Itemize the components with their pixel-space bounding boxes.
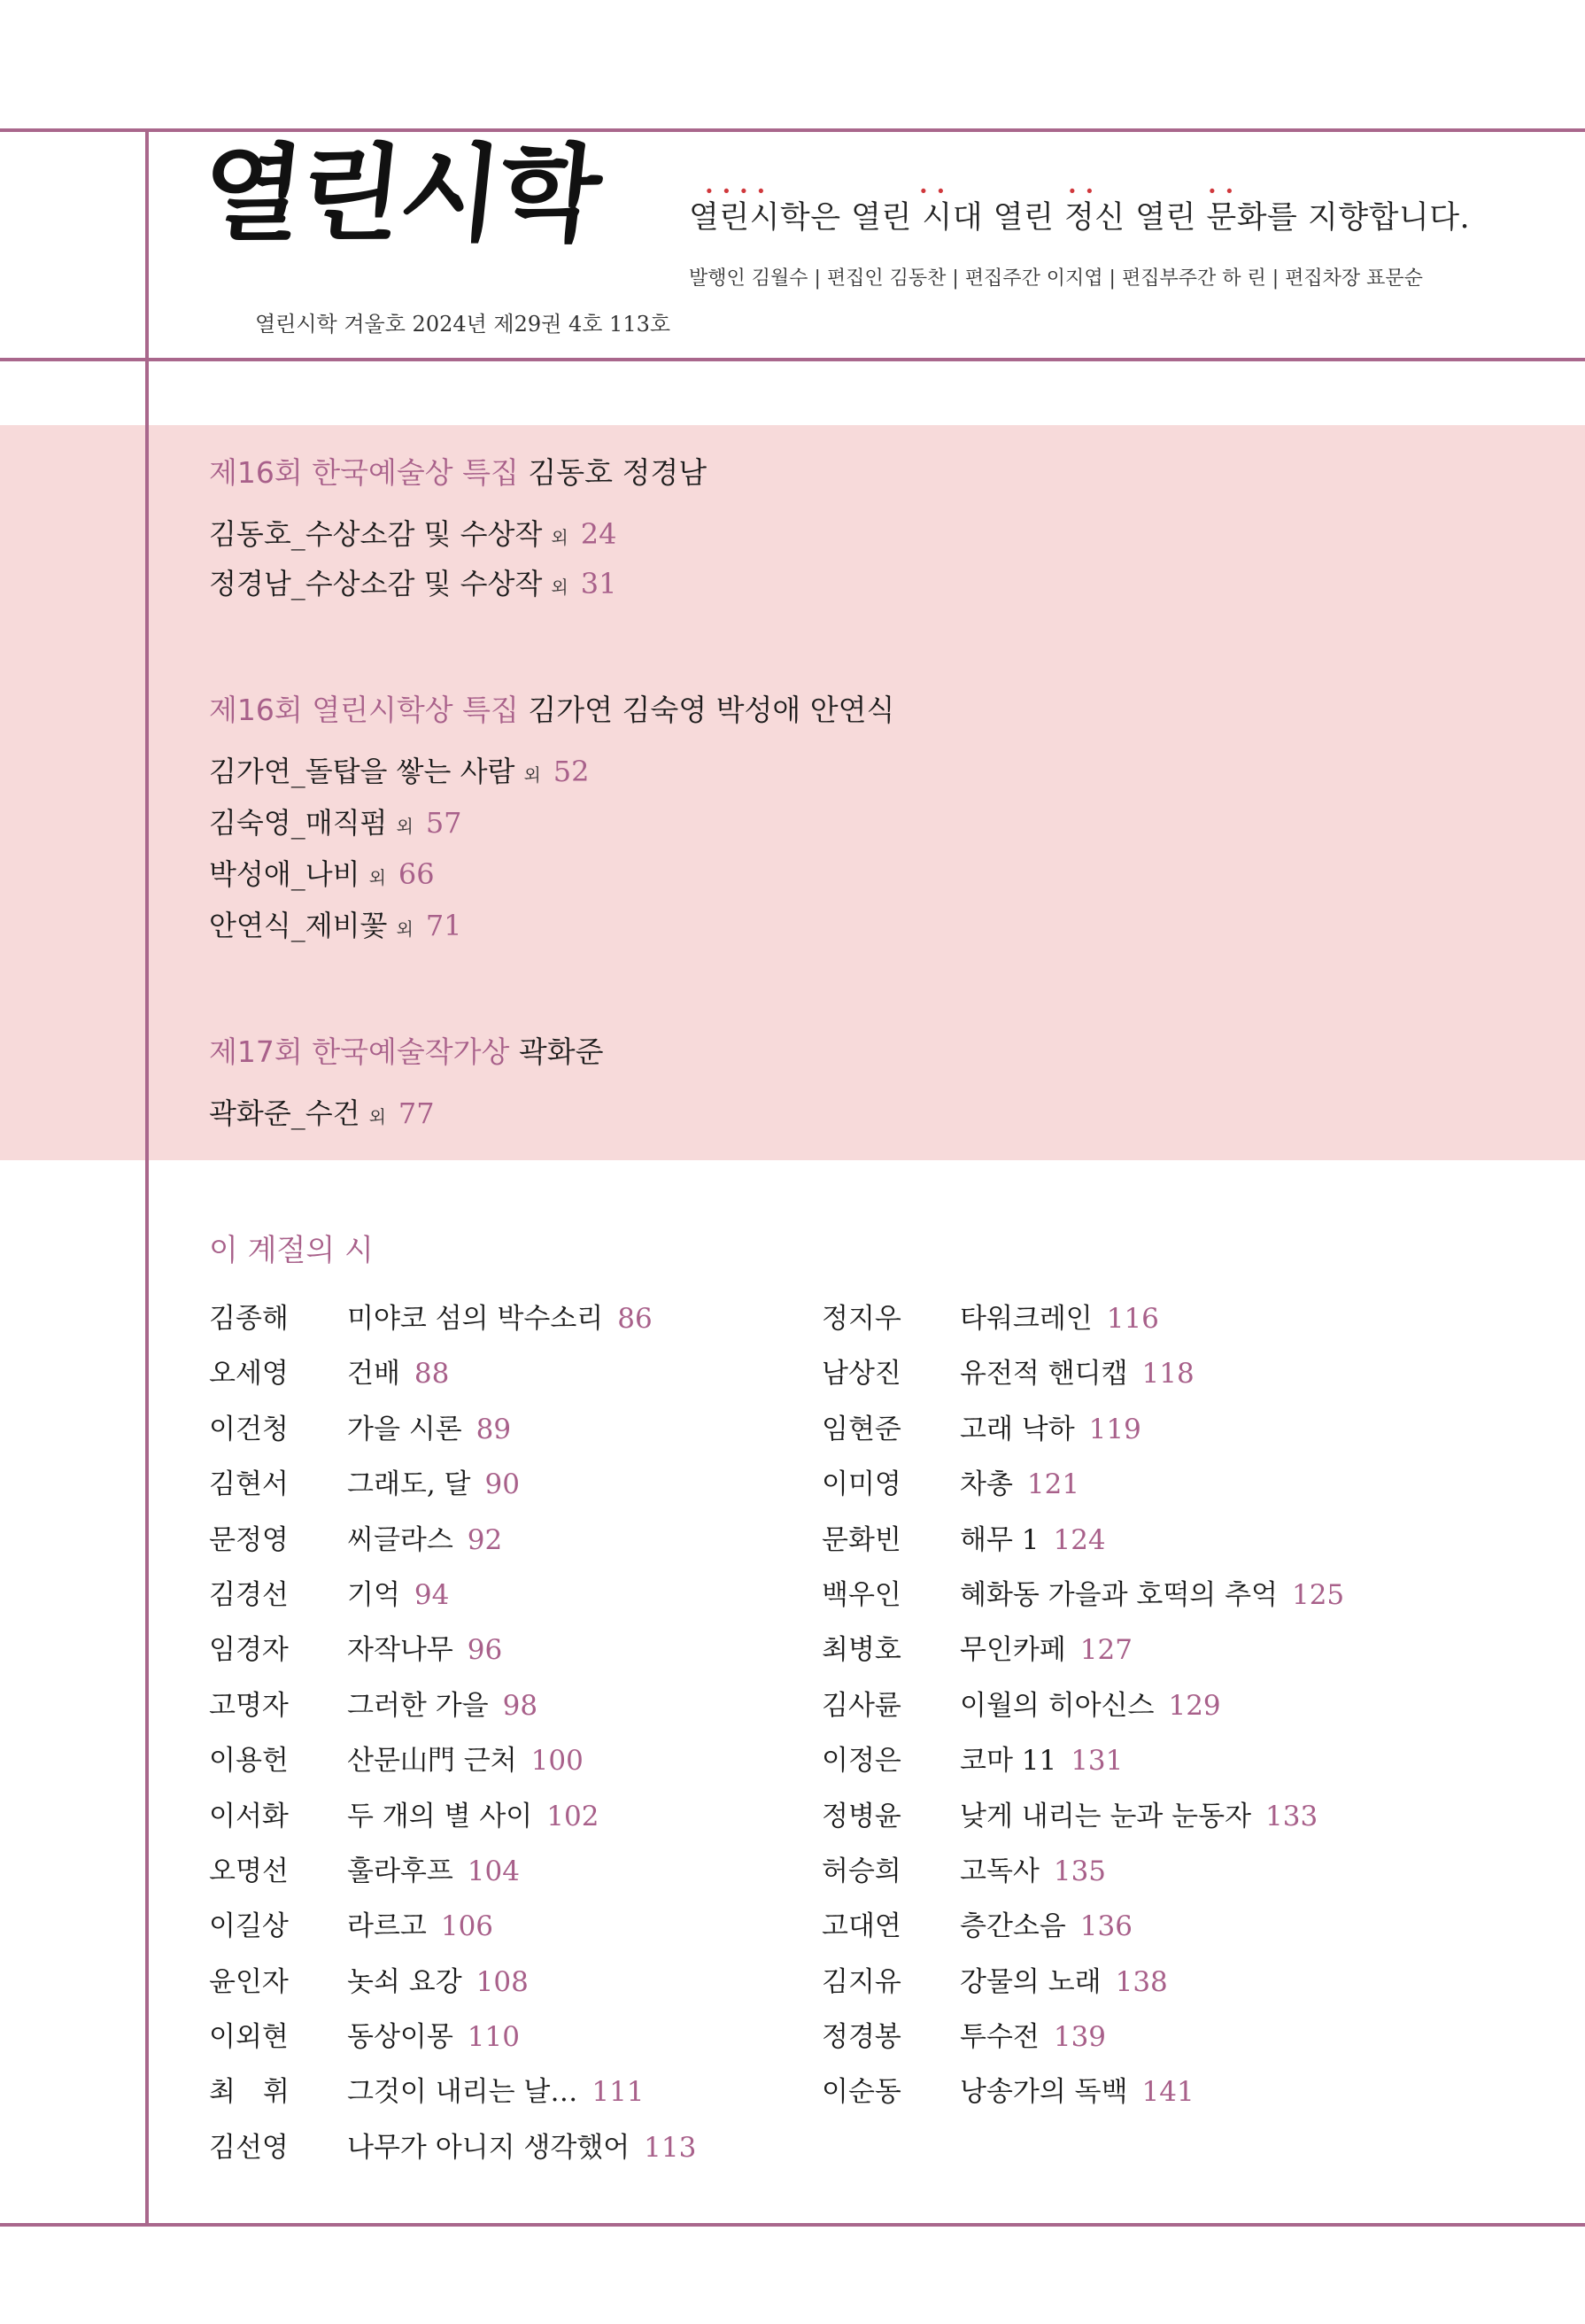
poem-page: 125 [1291, 1578, 1345, 1611]
poem-title: 유전적 핸디캡 [960, 1358, 1128, 1391]
poem-page: 110 [467, 2021, 520, 2054]
toc-entry-extra: 외 [551, 527, 568, 548]
poem-entry[interactable] [209, 1733, 696, 1788]
poem-page: 138 [1115, 1965, 1168, 1998]
poet-name: 윤인자 [209, 1965, 289, 1998]
poem-title: 미야코 섬의 박수소리 [347, 1303, 604, 1335]
poem-entry[interactable] [822, 1955, 1344, 2010]
poet-name: 이순동 [822, 2076, 901, 2109]
toc-entry-page: 31 [580, 567, 617, 600]
poem-title: 낮게 내리는 눈과 눈동자 [960, 1800, 1252, 1832]
toc-entry-page: 77 [398, 1096, 435, 1130]
poem-page: 90 [484, 1468, 520, 1501]
poet-name: 김사륜 [822, 1689, 901, 1722]
section-title [209, 1029, 604, 1071]
poem-page: 89 [476, 1413, 512, 1445]
poems-left-column [209, 1291, 696, 2175]
poem-page: 119 [1088, 1413, 1141, 1445]
poet-name: 김현서 [209, 1468, 289, 1501]
poem-entry[interactable] [822, 1899, 1344, 1954]
emphasis-dots: · · [1208, 176, 1234, 205]
poem-title: 산문山門 근처 [347, 1745, 517, 1778]
toc-entry[interactable] [209, 801, 462, 841]
poem-title: 건배 [347, 1358, 400, 1391]
poet-name: 문화빈 [822, 1523, 901, 1556]
poet-name: 정병윤 [822, 1800, 901, 1832]
poem-entry[interactable] [822, 1291, 1344, 1346]
poem-title: 나무가 아니지 생각했어 [347, 2131, 630, 2164]
poem-page: 136 [1079, 1910, 1133, 1943]
poem-entry[interactable] [822, 1789, 1344, 1844]
section-title [209, 450, 707, 492]
poet-name: 임현준 [822, 1413, 901, 1445]
poem-page: 124 [1053, 1523, 1106, 1556]
poem-entry[interactable] [822, 1733, 1344, 1788]
toc-entry-extra: 외 [396, 816, 414, 837]
poem-title: 혜화동 가을과 호떡의 추억 [960, 1578, 1278, 1611]
poem-entry[interactable] [209, 1955, 696, 2010]
toc-entry-label: 김가연_돌탑을 쌓는 사람 [209, 755, 515, 788]
poem-page: 129 [1168, 1689, 1221, 1722]
poem-title: 고래 낙하 [960, 1413, 1075, 1445]
toc-entry-page: 66 [398, 857, 435, 891]
poem-title: 훌라후프 [347, 1855, 453, 1887]
toc-entry-label: 곽화준_수건 [209, 1096, 360, 1130]
poet-name: 이정은 [822, 1745, 901, 1778]
poem-title: 낭송가의 독백 [960, 2076, 1128, 2109]
poem-title: 무인카페 [960, 1634, 1066, 1667]
poem-entry[interactable] [822, 1346, 1344, 1401]
poem-entry[interactable] [209, 2120, 696, 2175]
issue-line: 열린시학 겨울호 2024년 제29권 4호 113호 [255, 312, 671, 337]
poem-entry[interactable] [209, 1291, 696, 1346]
poem-title: 타워크레인 [960, 1303, 1093, 1335]
poem-title: 라르고 [347, 1910, 427, 1943]
poet-name: 오세영 [209, 1358, 289, 1391]
poem-entry[interactable] [209, 2010, 696, 2064]
poem-entry[interactable] [209, 1899, 696, 1954]
poem-title: 놋쇠 요강 [347, 1965, 462, 1998]
poem-page: 116 [1106, 1303, 1159, 1335]
poem-page: 133 [1265, 1800, 1318, 1832]
poem-title: 그것이 내리는 날… [347, 2076, 578, 2109]
editorial-credits: 발행인 김월수 | 편집인 김동찬 | 편집주간 이지엽 | 편집부주간 하 린 | 편집차장 표문순 [689, 267, 1423, 290]
poem-entry[interactable] [822, 1678, 1344, 1733]
toc-entry[interactable] [209, 749, 590, 790]
poem-page: 88 [414, 1358, 450, 1391]
poems-section-title: 이 계절의 시 [209, 1233, 374, 1268]
poems-right-column [822, 1291, 1344, 2120]
toc-entry-extra: 외 [368, 1106, 386, 1127]
poem-page: 108 [476, 1965, 529, 1998]
emphasis-dots: · · [919, 176, 946, 205]
poem-page: 139 [1053, 2021, 1107, 2054]
poem-entry[interactable] [209, 1457, 696, 1512]
toc-entry[interactable] [209, 852, 435, 893]
bottom-rule [0, 2223, 1585, 2227]
section-title-prefix: 제16회 열린시학상 특집 [209, 693, 519, 727]
poem-page: 121 [1026, 1468, 1080, 1501]
poem-page: 94 [414, 1578, 450, 1611]
magazine-motto: 열린시학은 열린 시대 열린 정신 열린 문화를 지향합니다. [689, 200, 1471, 236]
section-title [209, 687, 894, 729]
poet-name: 이미영 [822, 1468, 901, 1501]
toc-entry[interactable] [209, 903, 462, 944]
toc-entry[interactable] [209, 512, 616, 553]
poem-title: 가을 시론 [347, 1413, 462, 1445]
poem-entry[interactable] [822, 1402, 1344, 1457]
poem-title: 그러한 가을 [347, 1689, 489, 1722]
poet-name: 이용헌 [209, 1745, 289, 1778]
poet-name: 이건청 [209, 1413, 289, 1445]
poem-title: 층간소음 [960, 1910, 1066, 1943]
poem-entry[interactable] [209, 1346, 696, 1401]
header-bottom-rule [0, 358, 1585, 361]
poem-entry[interactable] [822, 1457, 1344, 1512]
toc-entry[interactable] [209, 1091, 435, 1132]
poet-name: 최 휘 [209, 2076, 290, 2109]
poem-title: 투수전 [960, 2021, 1040, 2054]
poem-page: 102 [546, 1800, 599, 1832]
poem-page: 131 [1071, 1745, 1124, 1778]
toc-entry-label: 김숙영_매직펌 [209, 806, 388, 840]
poem-entry[interactable] [822, 1568, 1344, 1623]
poet-name: 이길상 [209, 1910, 289, 1943]
poem-page: 96 [467, 1634, 503, 1667]
poet-name: 최병호 [822, 1634, 901, 1667]
poet-name: 오명선 [209, 1855, 289, 1887]
poem-entry[interactable] [209, 1623, 696, 1677]
toc-entry-label: 박성애_나비 [209, 857, 360, 891]
poem-entry[interactable] [209, 1568, 696, 1623]
poet-name: 김경선 [209, 1578, 289, 1611]
poet-name: 허승희 [822, 1855, 901, 1887]
poem-page: 100 [530, 1745, 584, 1778]
poem-title: 차총 [960, 1468, 1013, 1501]
left-margin-rule [145, 130, 149, 2227]
poet-name: 김선영 [209, 2131, 289, 2164]
toc-entry-extra: 외 [523, 764, 541, 786]
poem-title: 자작나무 [347, 1634, 453, 1667]
toc-entry-label: 김동호_수상소감 및 수상작 [209, 517, 543, 551]
toc-entry-extra: 외 [368, 867, 386, 888]
toc-entry-extra: 외 [396, 918, 414, 940]
section-title-names: 김가연 김숙영 박성애 안연식 [528, 693, 895, 727]
poet-name: 고명자 [209, 1689, 289, 1722]
poem-entry[interactable] [209, 1844, 696, 1899]
poem-page: 127 [1079, 1634, 1133, 1667]
poem-title: 그래도, 달 [347, 1468, 471, 1501]
poem-entry[interactable] [822, 1623, 1344, 1677]
poem-page: 86 [617, 1303, 653, 1335]
poem-page: 118 [1141, 1358, 1195, 1391]
poem-title: 강물의 노래 [960, 1965, 1102, 1998]
poet-name: 김종해 [209, 1303, 289, 1335]
toc-entry-page: 52 [553, 755, 590, 788]
poet-name: 남상진 [822, 1358, 901, 1391]
toc-entry[interactable] [209, 562, 616, 602]
poet-name: 정경봉 [822, 2021, 901, 2054]
toc-entry-label: 정경남_수상소감 및 수상작 [209, 567, 543, 600]
toc-entry-extra: 외 [551, 577, 568, 598]
poem-entry[interactable] [822, 2010, 1344, 2064]
emphasis-dots: · · · · [705, 176, 766, 205]
poem-page: 113 [644, 2131, 697, 2164]
poem-page: 104 [467, 1855, 520, 1887]
toc-entry-page: 57 [425, 806, 462, 840]
section-title-names: 곽화준 [518, 1034, 604, 1069]
poem-page: 141 [1141, 2076, 1195, 2109]
poet-name: 고대연 [822, 1910, 901, 1943]
poet-name: 정지우 [822, 1303, 901, 1335]
emphasis-dots: · · [1068, 176, 1094, 205]
poem-title: 이월의 히아신스 [960, 1689, 1155, 1722]
poem-entry[interactable] [209, 1402, 696, 1457]
poem-title: 씨글라스 [347, 1523, 453, 1556]
poem-page: 111 [591, 2076, 645, 2109]
poet-name: 백우인 [822, 1578, 901, 1611]
toc-entry-page: 24 [580, 517, 617, 551]
top-rule [0, 128, 1585, 132]
poem-page: 98 [502, 1689, 538, 1722]
section-title-names: 김동호 정경남 [528, 455, 707, 490]
poem-entry[interactable] [822, 1513, 1344, 1568]
poem-title: 두 개의 별 사이 [347, 1800, 533, 1832]
poet-name: 이서화 [209, 1800, 289, 1832]
poem-page: 92 [467, 1523, 503, 1556]
toc-entry-page: 71 [425, 909, 462, 942]
poem-entry[interactable] [822, 1844, 1344, 1899]
poet-name: 이외현 [209, 2021, 289, 2054]
poem-title: 동상이몽 [347, 2021, 453, 2054]
poem-entry[interactable] [209, 1789, 696, 1844]
poem-entry[interactable] [209, 1513, 696, 1568]
poem-page: 106 [440, 1910, 494, 1943]
toc-entry-label: 안연식_제비꽃 [209, 909, 388, 942]
poet-name: 임경자 [209, 1634, 289, 1667]
poem-entry[interactable] [209, 2064, 696, 2119]
poem-entry[interactable] [209, 1678, 696, 1733]
section-title-prefix: 제17회 한국예술작가상 [209, 1034, 510, 1069]
poem-title: 고독사 [960, 1855, 1040, 1887]
poem-page: 135 [1053, 1855, 1107, 1887]
magazine-logo: 열린시학 [195, 133, 606, 255]
section-title-prefix: 제16회 한국예술상 특집 [209, 455, 519, 490]
poem-title: 기억 [347, 1578, 400, 1611]
poem-entry[interactable] [822, 2064, 1344, 2119]
poet-name: 김지유 [822, 1965, 901, 1998]
poem-title: 코마 11 [960, 1745, 1057, 1778]
poet-name: 문정영 [209, 1523, 289, 1556]
poem-title: 해무 1 [960, 1523, 1040, 1556]
